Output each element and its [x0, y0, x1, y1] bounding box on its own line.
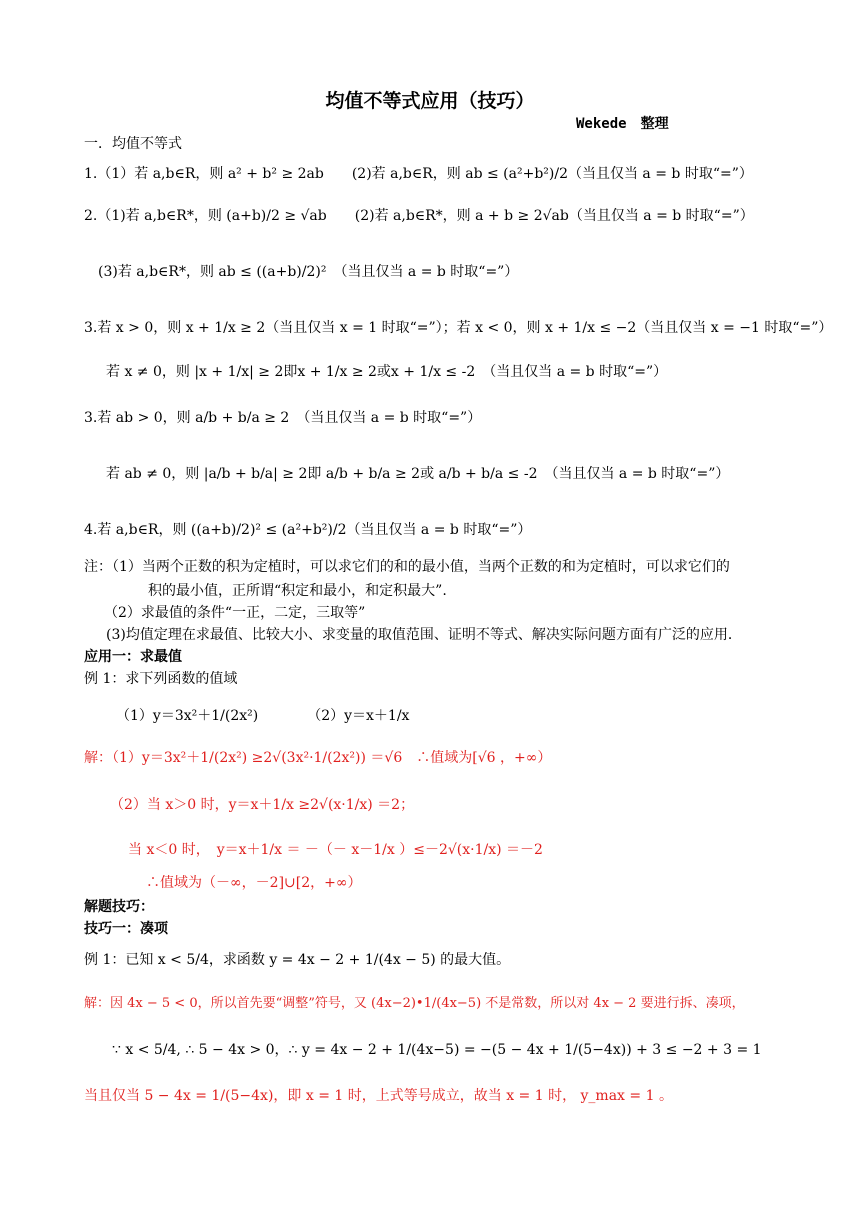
solution-line-2: （2）当 x＞0 时，y＝x＋1/x ≥2√(x·1/x) ＝2； — [110, 797, 415, 813]
example-2: 例 1：已知 x < 5/4，求函数 y = 4x − 2 + 1/(4x − 5) 的最大值。 — [84, 952, 511, 968]
note-1b: 积的最小值，正所谓“积定和最小，和定积最大”. — [148, 583, 447, 599]
page-title: 均值不等式应用（技巧） — [325, 90, 535, 112]
author-line: Wekede 整理 — [576, 116, 669, 132]
solution-line-3: 当 x＜0 时， y＝x＋1/x ＝ －（－ x－1/x ）≤－2√(x·1/x) ＝－2 — [128, 842, 543, 858]
formula-line-8: 4.若 a,b∈R，则 ((a+b)/2)² ≤ (a²+b²)/2（当且仅当 a = b 时取“=”） — [84, 522, 532, 538]
solution-line-7: 当且仅当 5 − 4x = 1/(5−4x)，即 x = 1 时，上式等号成立，故当 x = 1 时， y_max = 1 。 — [84, 1088, 673, 1104]
note-1a: 注：（1）当两个正数的积为定植时，可以求它们的和的最小值，当两个正数的和为定植时，可以求它们的 — [84, 559, 730, 575]
tips-heading: 解题技巧： — [84, 899, 154, 915]
solution-line-6: ∵ x < 5/4, ∴ 5 − 4x > 0，∴ y = 4x − 2 + 1/(4x−5) = −(5 − 4x + 1/(5−4x)) + 3 ≤ −2 + 3 = 1 — [112, 1042, 762, 1058]
solution-line-4: ∴值域为（－∞，－2]∪[2，+∞） — [146, 875, 362, 891]
formula-line-5: 若 x ≠ 0，则 |x + 1/x| ≥ 2即x + 1/x ≥ 2或x + 1/x ≤ -2 （当且仅当 a = b 时取“=”） — [106, 364, 668, 380]
note-2: （2）求最值的条件“一正，二定，三取等” — [104, 605, 366, 621]
section-heading: 一．均值不等式 — [84, 136, 182, 152]
formula-line-3: (3)若 a,b∈R*，则 ab ≤ ((a+b)/2)² （当且仅当 a = b 时取“=”） — [98, 264, 519, 280]
solution-line-5: 解：因 4x − 5 < 0，所以首先要“调整”符号，又 (4x−2)•1/(4x−5) 不是常数，所以对 4x − 2 要进行拆、凑项， — [84, 996, 745, 1011]
formula-line-1: 1.（1）若 a,b∈R，则 a² + b² ≥ 2ab (2)若 a,b∈R，则 ab ≤ (a²+b²)/2（当且仅当 a = b 时取“=”） — [84, 166, 753, 182]
application-heading: 应用一：求最值 — [84, 649, 182, 665]
tip-1-heading: 技巧一：凑项 — [84, 921, 168, 937]
formula-line-2: 2.（1)若 a,b∈R*，则 (a+b)/2 ≥ √ab (2)若 a,b∈R*，则 a + b ≥ 2√ab（当且仅当 a = b 时取“=”） — [84, 208, 754, 224]
note-3: (3)均值定理在求最值、比较大小、求变量的取值范围、证明不等式、解决实际问题方面有广泛的应用． — [106, 627, 742, 643]
example-1-question: （1）y＝3x²＋1/(2x²) （2）y＝x＋1/x — [116, 708, 410, 724]
formula-line-7: 若 ab ≠ 0，则 |a/b + b/a| ≥ 2即 a/b + b/a ≥ 2或 a/b + b/a ≤ -2 （当且仅当 a = b 时取“=”） — [106, 466, 730, 482]
example-1-heading: 例 1：求下列函数的值域 — [84, 671, 238, 687]
formula-line-6: 3.若 ab > 0，则 a/b + b/a ≥ 2 （当且仅当 a = b 时取“=”） — [84, 410, 482, 426]
formula-line-4: 3.若 x > 0，则 x + 1/x ≥ 2（当且仅当 x = 1 时取“=”）；若 x < 0，则 x + 1/x ≤ −2（当且仅当 x = −1 时取“=”） — [84, 320, 833, 336]
solution-line-1: 解：（1）y＝3x²＋1/(2x²) ≥2√(3x²·1/(2x²)) ＝√6 ∴值域为[√6 ，+∞） — [84, 750, 552, 766]
